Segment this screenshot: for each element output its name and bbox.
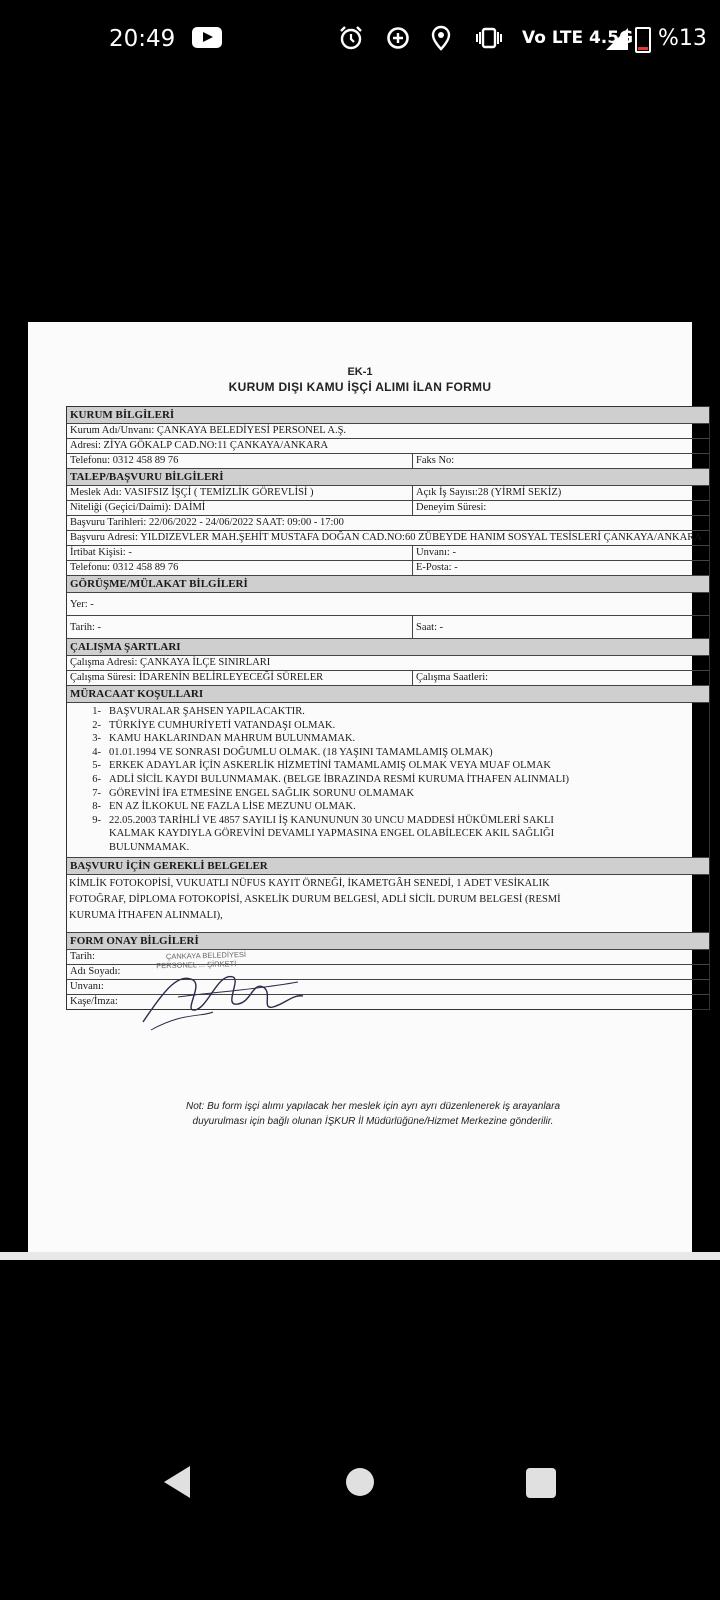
talep-profession-row (67, 486, 709, 501)
kurum-name: Kurum Adı/Unvanı: ÇANKAYA BELEDİYESİ PERSONEL A.Ş. (67, 424, 709, 439)
belgeler-line: FOTOĞRAF, DİPLOMA FOTOKOPİSİ, ASKELİK DURUM BELGESİ, ADLİ SİCİL DURUM BELGESİ (RESMİ (69, 893, 561, 905)
section-talep: TALEP/BAŞVURU BİLGİLERİ (67, 469, 709, 486)
location-icon (430, 24, 452, 52)
battery-icon (635, 27, 651, 53)
list-item-continued: BULUNMAMAK. (109, 841, 190, 853)
doc-annex-label: EK-1 (347, 366, 373, 378)
talep-contact-row (67, 546, 709, 561)
gorusme-place: Yer: - (67, 593, 709, 616)
youtube-icon (192, 27, 222, 48)
list-item: 6- ADLİ SİCİL KAYDI BULUNMAMAK. (BELGE İBRAZINDA RESMİ KURUMA İTHAFEN ALINMALI) (92, 773, 570, 785)
status-bar (0, 0, 720, 80)
list-item: 3- KAMU HAKLARINDAN MAHRUM BULUNMAMAK. (92, 733, 356, 745)
talep-address: Başvuru Adresi: YILDIZEVLER MAH.ŞEHİT MUSTAFA DOĞAN CAD.NO:60 ZÜBEYDE HANIM SOSYAL TESİSLERİ ÇANKAYA/ANKARA (67, 531, 709, 546)
calisma-hours: Çalışma Saatleri: (412, 671, 488, 685)
talep-openings: Açık İş Sayısı:28 (YİRMİ SEKİZ) (412, 486, 561, 500)
talep-title: Unvanı: - (412, 546, 456, 560)
status-time: 20:49 (109, 26, 176, 52)
section-calisma: ÇALIŞMA ŞARTLARI (67, 639, 709, 656)
document-edge (0, 1252, 720, 1260)
data-saver-icon (385, 24, 411, 52)
talep-nature: Niteliği (Geçici/Daimi): DAİMİ (70, 502, 206, 513)
talep-experience: Deneyim Süresi: (412, 501, 486, 515)
battery-percent: %13 (658, 26, 707, 51)
talep-phone-row (67, 561, 709, 576)
signal-icon (606, 28, 628, 50)
talep-contact: İrtibat Kişisi: - (70, 547, 132, 558)
back-button[interactable] (164, 1466, 190, 1498)
talep-nature-row (67, 501, 709, 516)
kurum-address: Adresi: ZİYA GÖKALP CAD.NO:11 ÇANKAYA/ANKARA (67, 439, 709, 454)
document-image[interactable] (28, 322, 702, 1257)
kurum-phone-row (67, 454, 709, 469)
section-kurum: KURUM BİLGİLERİ (67, 407, 709, 424)
network-type: Vo LTE 4.5G (522, 28, 634, 48)
calisma-duration: Çalışma Süresi: İDARENİN BELİRLEYECEĞİ SÜRELER (70, 672, 324, 683)
belgeler-line: KURUMA İTHAFEN ALINMALI), (69, 909, 223, 921)
talep-email: E-Posta: - (412, 561, 458, 575)
alarm-icon (338, 24, 364, 52)
talep-phone: Telefonu: 0312 458 89 76 (70, 562, 179, 573)
recents-button[interactable] (526, 1468, 556, 1498)
kurum-fax: Faks No: (412, 454, 454, 468)
gorusme-date: Tarih: - (70, 622, 102, 633)
muracaat-list (67, 703, 709, 858)
list-item: 9- 22.05.2003 TARİHLİ VE 4857 SAYILI İŞ KANUNUNUN 30 UNCU MADDESİ HÜKÜMLERİ SAKLI (92, 814, 554, 826)
doc-title: KURUM DIŞI KAMU İŞÇİ ALIMI İLAN FORMU (228, 380, 492, 394)
onay-title: Unvanı: (67, 980, 709, 995)
kurum-phone: Telefonu: 0312 458 89 76 (70, 455, 179, 466)
calisma-duration-row (67, 671, 709, 686)
onay-date: Tarih: (67, 950, 709, 965)
list-item: 8- EN AZ İLKOKUL NE FAZLA LİSE MEZUNU OLMAK. (92, 801, 356, 813)
section-belgeler: BAŞVURU İÇİN GEREKLİ BELGELER (67, 858, 709, 875)
section-muracaat: MÜRACAAT KOŞULLARI (67, 686, 709, 703)
home-button[interactable] (346, 1468, 374, 1496)
talep-dates: Başvuru Tarihleri: 22/06/2022 - 24/06/2022 SAAT: 09:00 - 17:00 (67, 516, 709, 531)
onay-stamp: Kaşe/İmza: (70, 995, 118, 1007)
form-note: Not: Bu form işçi alımı yapılacak her meslek için ayrı ayrı düzenlenerek iş arayanlara duyurulması için bağlı olunan İŞKUR İl Müdürlüğüne/Hizmet Merkezine gönderilir. (185, 1101, 561, 1127)
calisma-address: Çalışma Adresi: ÇANKAYA İLÇE SINIRLARI (67, 656, 709, 671)
list-item: 4- 01.01.1994 VE SONRASI DOĞUMLU OLMAK. (18 YAŞINI TAMAMLAMIŞ OLMAK) (92, 746, 493, 758)
list-item-continued: KALMAK KAYDIYLA GÖREVİNİ DEVAMLI YAPMASINA ENGEL OLABİLECEK AKIL SAĞLIĞI (109, 828, 555, 840)
company-stamp: ÇANKAYA BELEDİYESİ PERSONEL ... ŞİRKETİ (156, 949, 247, 971)
list-item: 5- ERKEK ADAYLAR İÇİN ASKERLİK HİZMETİNİ TAMAMLAMIŞ OLMAK VEYA MUAF OLMAK (92, 760, 552, 772)
section-onay: FORM ONAY BİLGİLERİ (67, 933, 709, 950)
gorusme-date-row (67, 616, 709, 639)
section-gorusme: GÖRÜŞME/MÜLAKAT BİLGİLERİ (67, 576, 709, 593)
belgeler-text (67, 875, 709, 933)
list-item: 7- GÖREVİNİ İFA ETMESİNE ENGEL SAĞLIK SORUNU OLMAMAK (92, 787, 415, 799)
gorusme-time: Saat: - (412, 616, 443, 638)
onay-name: Adı Soyadı: (67, 965, 709, 980)
application-form (66, 406, 710, 1010)
belgeler-line: KİMLİK FOTOKOPİSİ, VUKUATLI NÜFUS KAYIT ÖRNEĞİ, İKAMETGÂH SENEDİ, 1 ADET VESİKALIK (69, 877, 550, 889)
vibrate-icon (473, 24, 505, 52)
list-item: 2- TÜRKİYE CUMHURİYETİ VATANDAŞI OLMAK. (92, 719, 336, 731)
talep-profession: Meslek Adı: VASIFSIZ İŞÇİ ( TEMİZLİK GÖREVLİSİ ) (70, 487, 314, 498)
list-item: 1- BAŞVURALAR ŞAHSEN YAPILACAKTIR. (92, 706, 305, 717)
